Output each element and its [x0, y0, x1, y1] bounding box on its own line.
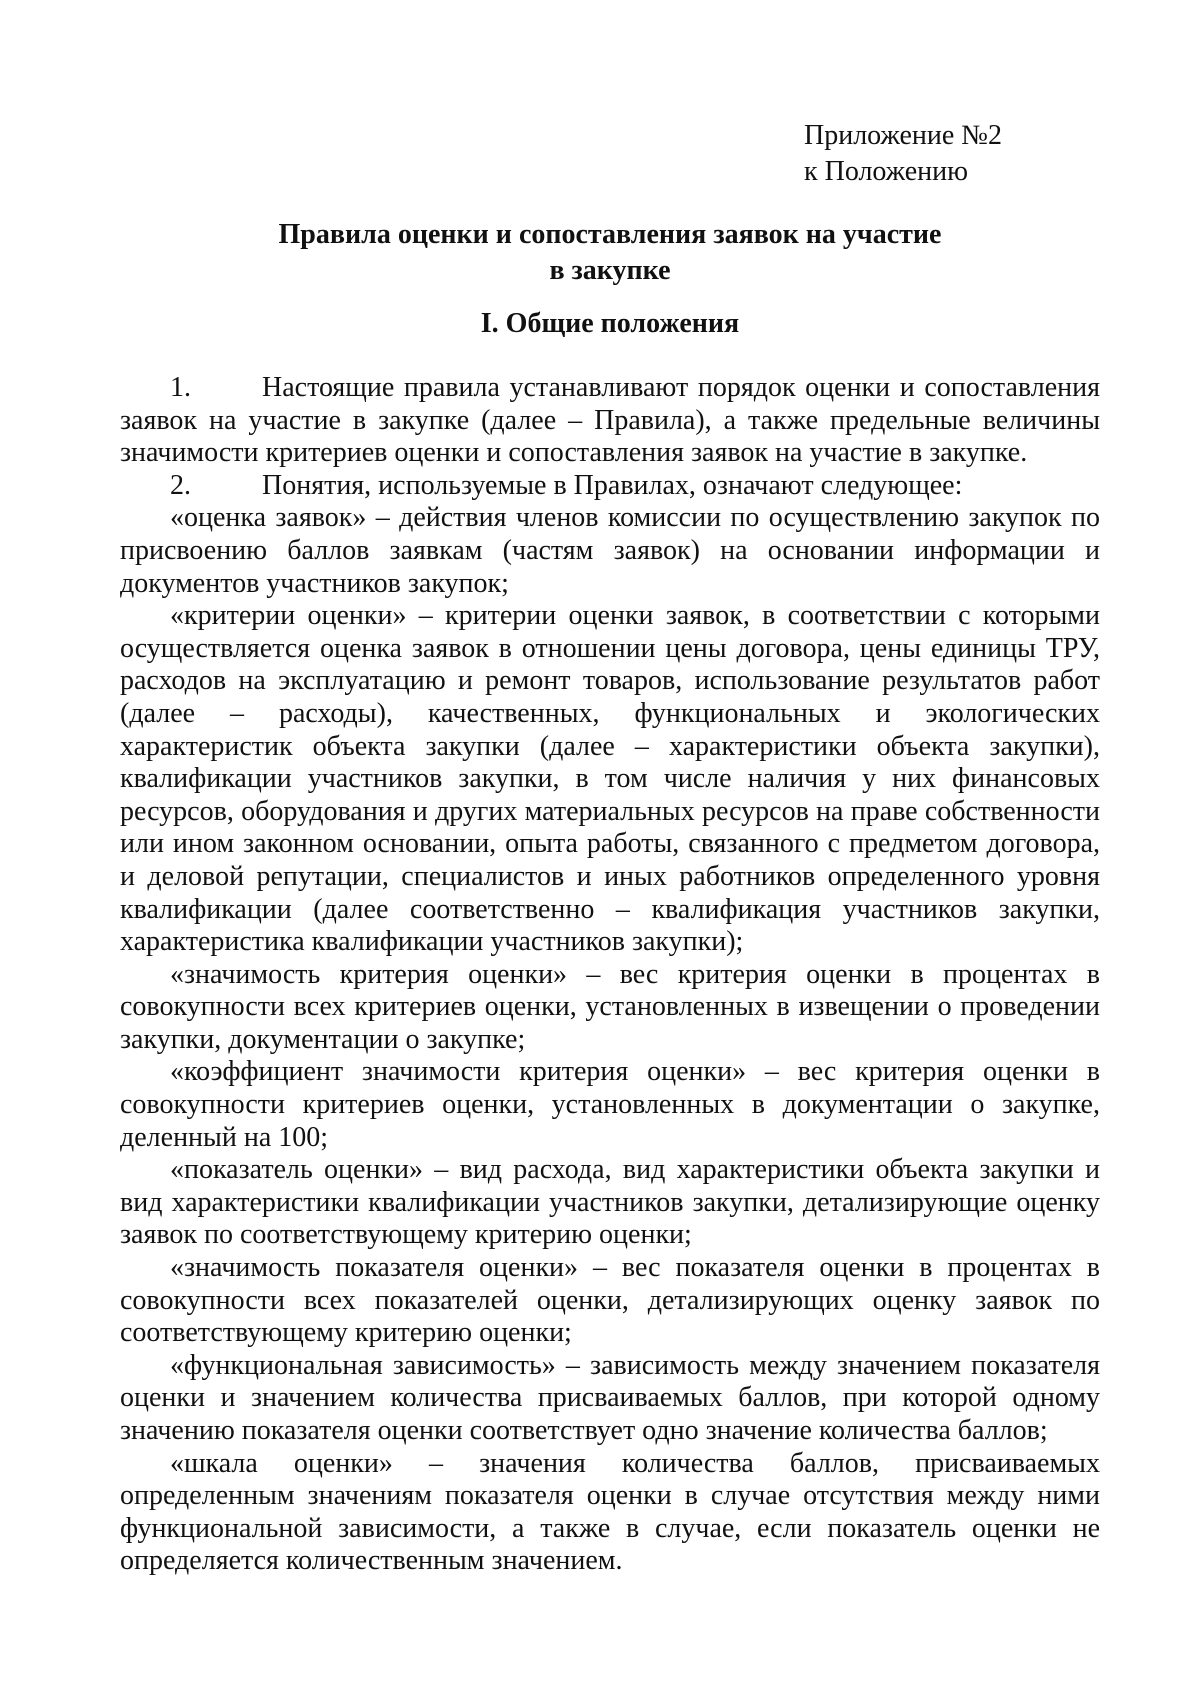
numbered-paragraph — [120, 372, 1100, 470]
appendix-reference — [804, 118, 1002, 190]
definition-paragraph: «показатель оценки» – вид расхода, вид характеристики объекта закупки и вид характеристики квалификации участников закупки, детализирующие оценку заявок по соответствующему критерию оценки; — [120, 1154, 1100, 1251]
paragraph-number: 1. — [170, 372, 191, 403]
definition-paragraph: «коэффициент значимости критерия оценки» – вес критерия оценки в совокупности критериев оценки, установленных в документации о закупке, деленный на 100; — [120, 1056, 1100, 1153]
paragraph-number: 2. — [170, 469, 191, 501]
definition-paragraph: «шкала оценки» – значения количества баллов, присваиваемых определенным значениям показателя оценки в случае отсутствия между ними функциональной зависимости, а также в случае, если показатель оценки не определяется количественным значением. — [120, 1447, 1100, 1577]
section-heading: I. Общие положения — [480, 308, 740, 339]
appendix-target: к Положению — [804, 156, 969, 187]
paragraph-text: Понятия, используемые в Правилах, означают следующее: — [262, 469, 963, 501]
definition-paragraph: «значимость показателя оценки» – вес показателя оценки в процентах в совокупности всех показателей оценки, детализирующих оценку заявок по соответствующему критерию оценки; — [120, 1252, 1100, 1349]
document-title-line-2: в закупке — [549, 255, 671, 286]
definition-paragraph: «критерии оценки» – критерии оценки заявок, в соответствии с которыми осуществляется оценка заявок в отношении цены договора, цены единицы ТРУ, расходов на эксплуатацию и ремонт товаров, использование результатов работ (далее – расходы), качественных, функциональных и экологических характеристик объекта закупки (далее – характеристики объекта закупки), квалификации участников закупки, в том числе наличия у них финансовых ресурсов, оборудования и других материальных ресурсов на праве собственности или ином законном основании, опыта работы, связанного с предметом договора, и деловой репутации, специалистов и иных работников определенного уровня квалификации (далее соответственно – квалификация участников закупки, характеристика квалификации участников закупки); — [120, 600, 1100, 958]
definition-paragraph: «значимость критерия оценки» – вес критерия оценки в процентах в совокупности всех критериев оценки, установленных в извещении о проведении закупки, документации о закупке; — [120, 958, 1100, 1055]
numbered-paragraph — [120, 470, 1100, 503]
document-body — [120, 372, 1100, 1578]
definition-paragraph: «функциональная зависимость» – зависимость между значением показателя оценки и значением количества присваиваемых баллов, при которой одному значению показателя оценки соответствует одно значение количества баллов; — [120, 1349, 1100, 1446]
document-title-line-1: Правила оценки и сопоставления заявок на участие — [278, 219, 942, 250]
definition-paragraph: «оценка заявок» – действия членов комиссии по осуществлению закупок по присвоению баллов заявкам (частям заявок) на основании информации и документов участников закупок; — [120, 502, 1100, 599]
paragraph-text: Настоящие правила устанавливают порядок оценки и сопоставления заявок на участие в закупке (далее – Правила), а также предельные величины значимости критериев оценки и сопоставления заявок на участие в закупке. — [120, 372, 1100, 469]
appendix-number: Приложение №2 — [804, 120, 1002, 151]
document-title — [120, 217, 1100, 289]
